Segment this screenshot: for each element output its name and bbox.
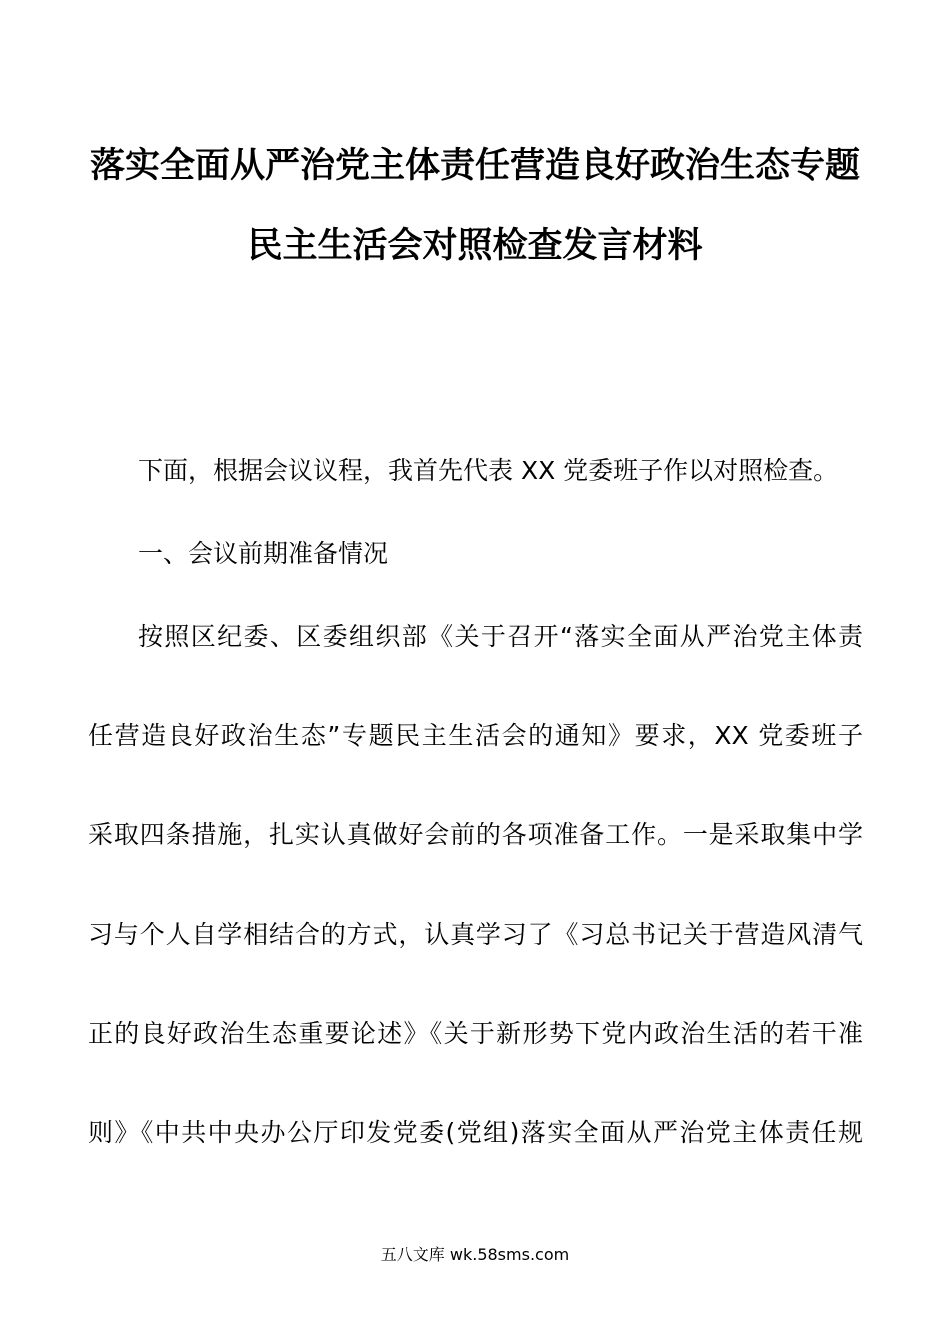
paragraph-line: 按照区纪委、区委组织部《关于召开“落实全面从严治党主体责	[138, 622, 863, 651]
paragraph-line: 正的良好政治生态重要论述》《关于新形势下党内政治生活的若干准	[88, 1019, 863, 1048]
section-heading: 一、会议前期准备情况	[138, 539, 389, 568]
paragraph-line: 采取四条措施，扎实认真做好会前的各项准备工作。一是采取集中学	[88, 820, 863, 849]
footer-watermark: 五八文库 wk.58sms.com	[380, 1245, 570, 1264]
paragraph-line: 则》《中共中央办公厅印发党委(党组)落实全面从严治党主体责任规	[88, 1118, 863, 1147]
paragraph-line: 习与个人自学相结合的方式，认真学习了《习总书记关于营造风清气	[88, 920, 863, 949]
document-title-line-1: 落实全面从严治党主体责任营造良好政治生态专题	[89, 146, 860, 186]
intro-paragraph: 下面，根据会议议程，我首先代表 XX 党委班子作以对照检查。	[138, 456, 839, 485]
paragraph-line: 任营造良好政治生态”专题民主生活会的通知》要求，XX 党委班子	[88, 721, 863, 750]
document-title-line-2: 民主生活会对照检查发言材料	[247, 226, 703, 266]
